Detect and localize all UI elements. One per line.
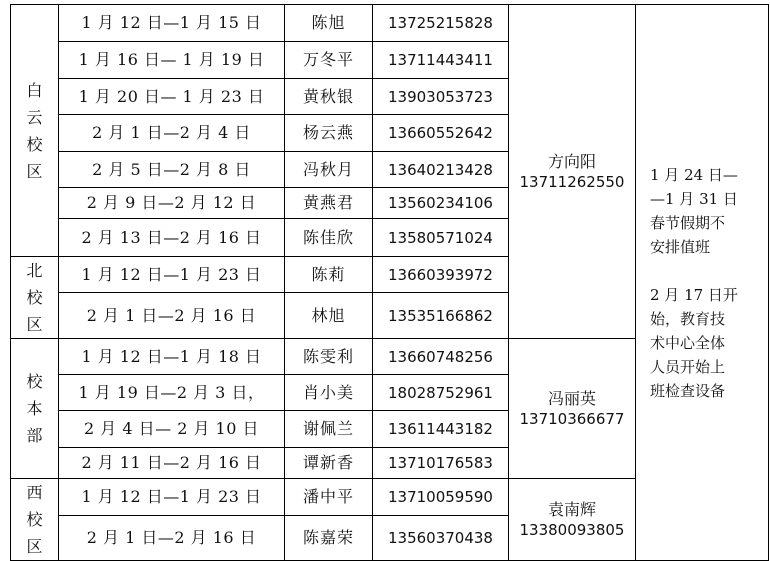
date-cell: 2 月 13 日—2 月 16 日 xyxy=(59,219,285,257)
campus-name: 西校区 xyxy=(26,483,43,556)
staff-name-cell: 潘中平 xyxy=(285,479,373,516)
phone-cell: 18028752961 xyxy=(373,375,509,411)
duty-roster-table xyxy=(10,4,769,561)
staff-name-cell: 陈雯利 xyxy=(285,339,373,375)
staff-name-cell: 林旭 xyxy=(285,293,373,339)
date-cell: 1 月 12 日—1 月 23 日 xyxy=(59,257,285,293)
date-cell: 2 月 4 日— 2 月 10 日 xyxy=(59,411,285,448)
staff-name-cell: 谢佩兰 xyxy=(285,411,373,448)
note-gap xyxy=(650,259,754,283)
date-cell: 2 月 1 日—2 月 16 日 xyxy=(59,293,285,339)
campus-cell-north xyxy=(11,257,59,339)
staff-name-cell: 杨云燕 xyxy=(285,115,373,152)
note-line: —1 月 31 日 xyxy=(650,189,738,208)
leader-name: 袁南辉 xyxy=(547,499,596,519)
leader-phone: 13380093805 xyxy=(519,520,625,539)
staff-name-cell: 谭新香 xyxy=(285,448,373,479)
note-line: 2 月 17 日开 xyxy=(650,285,738,304)
note-line: 始，教育技 xyxy=(650,309,726,328)
campus-cell-main xyxy=(11,339,59,479)
phone-cell: 13611443182 xyxy=(373,411,509,448)
leader-phone: 13711262550 xyxy=(519,172,625,191)
leader-name: 方向阳 xyxy=(547,151,596,171)
phone-cell: 13725215828 xyxy=(373,5,509,42)
leader-name: 冯丽英 xyxy=(547,388,596,408)
note-line: 安排值班 xyxy=(650,237,711,256)
note-line: 班检查设备 xyxy=(650,381,726,400)
note-line: 人员开始上 xyxy=(650,357,726,376)
staff-name-cell: 黄燕君 xyxy=(285,188,373,219)
date-cell: 1 月 16 日— 1 月 19 日 xyxy=(59,42,285,79)
leader-phone: 13710366677 xyxy=(519,409,625,428)
phone-cell: 13660748256 xyxy=(373,339,509,375)
date-cell: 2 月 1 日—2 月 4 日 xyxy=(59,115,285,152)
date-cell: 1 月 12 日—1 月 15 日 xyxy=(59,5,285,42)
staff-name-cell: 陈莉 xyxy=(285,257,373,293)
phone-cell: 13560234106 xyxy=(373,188,509,219)
staff-name-cell: 陈旭 xyxy=(285,5,373,42)
note-line: 术中心全体 xyxy=(650,333,726,352)
note-line: 1 月 24 日— xyxy=(650,165,738,184)
staff-name-cell: 陈佳欣 xyxy=(285,219,373,257)
campus-name: 北校区 xyxy=(26,261,43,334)
staff-name-cell: 陈嘉荣 xyxy=(285,516,373,561)
date-cell: 1 月 12 日—1 月 23 日 xyxy=(59,479,285,516)
phone-cell: 13535166862 xyxy=(373,293,509,339)
phone-cell: 13660552642 xyxy=(373,115,509,152)
phone-cell: 13580571024 xyxy=(373,219,509,257)
phone-cell: 13903053723 xyxy=(373,79,509,115)
holiday-note xyxy=(650,163,754,403)
date-cell: 1 月 20 日— 1 月 23 日 xyxy=(59,79,285,115)
staff-name-cell: 黄秋银 xyxy=(285,79,373,115)
campus-name: 校本部 xyxy=(26,372,43,445)
phone-cell: 13660393972 xyxy=(373,257,509,293)
leader-cell-3 xyxy=(509,479,636,561)
staff-name-cell: 肖小美 xyxy=(285,375,373,411)
date-cell: 2 月 1 日—2 月 16 日 xyxy=(59,516,285,561)
note-line: 春节假期不 xyxy=(650,213,726,232)
date-cell: 2 月 5 日—2 月 8 日 xyxy=(59,152,285,188)
date-cell: 1 月 12 日—1 月 18 日 xyxy=(59,339,285,375)
date-cell: 2 月 9 日—2 月 12 日 xyxy=(59,188,285,219)
phone-cell: 13710176583 xyxy=(373,448,509,479)
phone-cell: 13711443411 xyxy=(373,42,509,79)
date-cell: 2 月 11 日—2 月 16 日 xyxy=(59,448,285,479)
date-cell: 1 月 19 日—2 月 3 日， xyxy=(59,375,285,411)
leader-cell-2 xyxy=(509,339,636,479)
phone-cell: 13710059590 xyxy=(373,479,509,516)
campus-cell-baiyun xyxy=(11,5,59,257)
note-cell xyxy=(636,5,769,561)
campus-name: 白云校区 xyxy=(26,80,43,181)
phone-cell: 13560370438 xyxy=(373,516,509,561)
campus-cell-west xyxy=(11,479,59,561)
staff-name-cell: 冯秋月 xyxy=(285,152,373,188)
leader-cell-1 xyxy=(509,5,636,339)
staff-name-cell: 万冬平 xyxy=(285,42,373,79)
phone-cell: 13640213428 xyxy=(373,152,509,188)
